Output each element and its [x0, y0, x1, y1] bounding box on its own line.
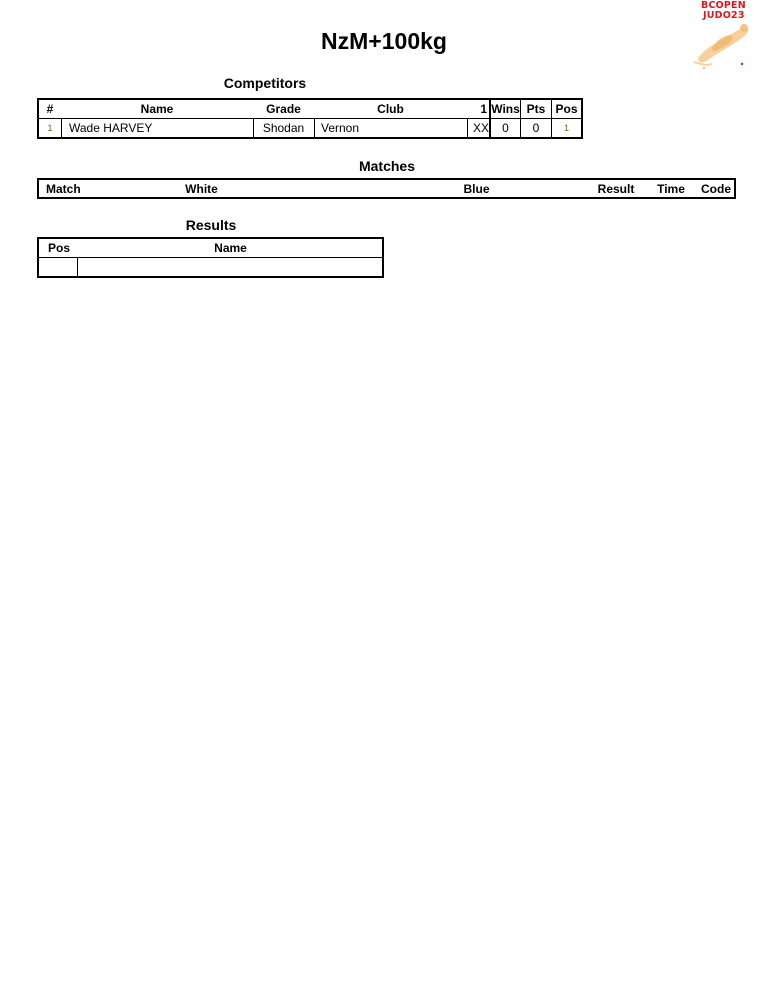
col-header-time: Time	[657, 182, 685, 196]
col-header-grade: Grade	[266, 102, 301, 116]
competitors-heading: Competitors	[223, 75, 307, 91]
col-header-white: White	[185, 182, 218, 196]
col-header-result: Result	[597, 182, 635, 196]
competitor-wins: 0	[502, 121, 509, 135]
competitors-table	[37, 98, 583, 139]
page-title: NzM+100kg	[321, 28, 447, 54]
competitor-name: Wade HARVEY	[69, 121, 153, 135]
col-header-num: #	[46, 102, 54, 116]
col-header-match: Match	[46, 182, 81, 196]
judoka-throw-icon	[690, 18, 760, 70]
competitor-pts: 0	[532, 121, 540, 135]
competitor-grade: Shodan	[262, 121, 305, 135]
col-header-round1: 1	[480, 102, 487, 116]
logo-text-line2: JUDO23	[703, 10, 745, 21]
col-header-blue: Blue	[463, 182, 490, 196]
matches-heading: Matches	[358, 158, 416, 174]
col-header-club: Club	[377, 102, 404, 116]
results-table	[37, 237, 384, 278]
tournament-logo	[690, 0, 760, 72]
col-header-name: Name	[214, 241, 247, 255]
matches-table	[37, 178, 736, 199]
col-header-pts: Pts	[526, 102, 546, 116]
competitor-round1: XX	[472, 121, 489, 135]
competitor-num: 1	[47, 123, 53, 133]
logo-text-line1: BCOPEN	[701, 0, 746, 11]
col-header-pos: Pos	[555, 102, 578, 116]
col-header-code: Code	[701, 182, 731, 196]
col-header-pos: Pos	[47, 241, 70, 255]
results-heading: Results	[185, 217, 237, 233]
col-header-wins: Wins	[491, 102, 520, 116]
col-header-name: Name	[140, 102, 174, 116]
competitor-pos: 1	[563, 123, 569, 133]
competitor-club: Vernon	[321, 121, 360, 135]
